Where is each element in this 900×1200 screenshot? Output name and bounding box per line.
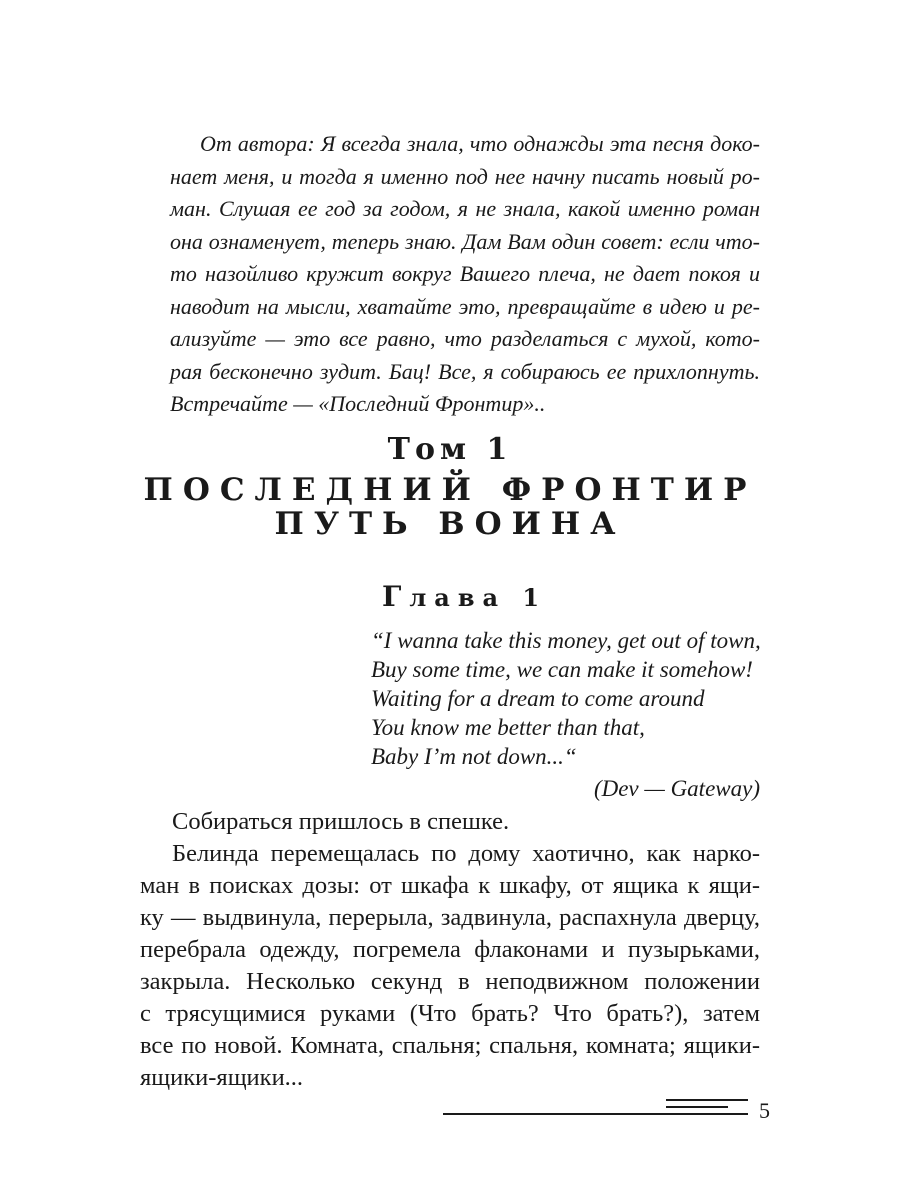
body-line: все по новой. Комната, спальня; спальня, комната; ящики-	[140, 1032, 760, 1059]
author-note-line: наводит на мысли, хватайте это, превращайте в идею и ре-	[170, 293, 760, 319]
body-text	[140, 806, 760, 1094]
book-subtitle: ПУТЬ ВОИНА	[274, 506, 626, 542]
author-note-line: рая бесконечно зудит. Бац! Все, я собираюсь ее прихлопнуть.	[170, 358, 760, 384]
body-line: закрыла. Несколько секунд в неподвижном положении	[140, 968, 760, 995]
song-line: “I wanna take this money, get out of town,	[371, 628, 761, 653]
body-line: ящики-ящики...	[140, 1064, 304, 1091]
body-line: перебрала одежду, погремела флаконами и пузырьками,	[140, 936, 760, 963]
author-note-line: то назойливо кружит вокруг Вашего плеча, не дает покоя и	[170, 261, 760, 286]
footer-rule	[666, 1099, 748, 1101]
song-line: You know me better than that,	[371, 715, 645, 740]
volume-title: Том 1	[387, 432, 513, 467]
footer-rule	[443, 1113, 748, 1115]
author-note-line: ализуйте — это все равно, что разделаться с мухой, кото-	[170, 326, 760, 351]
author-note-line: нает меня, и тогда я именно под нее начну писать новый ро-	[170, 163, 760, 189]
chapter-title	[382, 580, 547, 613]
page-number: 5	[759, 1098, 770, 1123]
chapter-title-rest: лава 1	[409, 583, 548, 612]
author-note-line: ман. Слушая ее год за годом, я не знала, какой именно роман	[170, 196, 760, 221]
chapter-title-initial: Г	[382, 580, 410, 613]
body-line: ман в поисках дозы: от шкафа к шкафу, от ящика к ящи-	[140, 872, 760, 899]
song-line: Baby I’m not down...“	[371, 744, 577, 769]
song-line: Waiting for a dream to come around	[371, 686, 705, 711]
body-line: Белинда перемещалась по дому хаотично, как нарко-	[172, 840, 760, 867]
song-line: Buy some time, we can make it somehow!	[371, 657, 753, 682]
author-note-line: Встречайте — «Последний Фронтир»..	[170, 391, 546, 416]
song-epigraph	[371, 626, 771, 771]
song-credit: (Dev — Gateway)	[593, 776, 760, 801]
book-title: ПОСЛЕДНИЙ ФРОНТИР	[143, 472, 757, 508]
body-line: с трясущимися руками (Что брать? Что брать?), затем	[140, 1000, 760, 1027]
footer-rule	[666, 1106, 728, 1108]
body-line: ку — выдвинула, перерыла, задвинула, распахнула дверцу,	[140, 904, 760, 931]
author-note-line: она ознаменует, теперь знаю. Дам Вам один совет: если что-	[170, 228, 760, 254]
author-note-line: От автора: Я всегда знала, что однажды эта песня дoко-	[200, 131, 760, 156]
body-line: Собираться пришлось в спешке.	[172, 808, 510, 835]
author-note	[170, 128, 760, 421]
